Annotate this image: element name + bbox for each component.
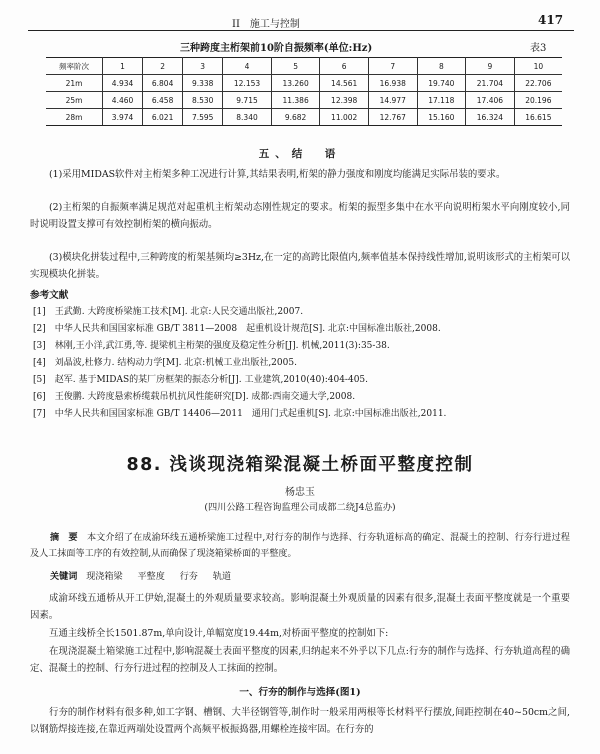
- keywords-label: 关键词: [50, 571, 78, 582]
- reference-item: [1] 王武勤. 大跨度桥梁施工技术[M]. 北京:人民交通出版社,2007.: [33, 307, 304, 317]
- table-cell: 17.406: [466, 92, 515, 109]
- table-row: [46, 75, 562, 92]
- table-title: 三种跨度主桁架前10阶自振频率(单位:Hz): [180, 43, 373, 54]
- abstract-label: 摘 要: [50, 532, 78, 543]
- table-cell: 6.021: [143, 109, 183, 126]
- table-header-row: [46, 58, 562, 75]
- article-affiliation: (四川公路工程咨询监理公司成都二绕J4总监办): [204, 502, 396, 513]
- reference-item: [3] 林刚,王小洋,武江勇,等. 提梁机主桁架的强度及稳定性分析[J]. 机械,2011(3):35-38.: [33, 341, 390, 351]
- conclusion-paragraph: (2)主桁架的自振频率满足规范对起重机主桁架动态刚性规定的要求。桁架的振型多集中在水平向说明桁架水平向刚度较小,同时说明设置支撑可有效控制桁架的横向振动。: [30, 202, 570, 230]
- conclusion-paragraph: (1)采用MIDAS软件对主桁架多种工况进行计算,其结果表明,桁架的静力强度和刚度均能满足实际吊装的要求。: [49, 169, 506, 180]
- table-cell: 6.458: [143, 92, 183, 109]
- table-header-cell: 7: [368, 58, 417, 75]
- table-row-label: 28m: [46, 109, 103, 126]
- header-rule: [28, 30, 574, 31]
- table-cell: 12.767: [368, 109, 417, 126]
- table-cell: 14.561: [320, 75, 369, 92]
- conclusion-heading: 五、结 语: [258, 148, 342, 160]
- table-header-cell: 5: [271, 58, 320, 75]
- table-cell: 3.974: [103, 109, 143, 126]
- table-cell: 8.340: [223, 109, 272, 126]
- table-cell: 16.615: [514, 109, 562, 126]
- table-header-cell: 6: [320, 58, 369, 75]
- table-header-cell: 10: [514, 58, 562, 75]
- table-cell: 22.706: [514, 75, 562, 92]
- body-paragraph: 成渝环线五通桥从开工伊始,混凝土的外观质量要求较高。影响混凝土外观质量的因素有很多,混凝土表面平整度就是一个重要因素。: [30, 593, 570, 621]
- table-cell: 20.196: [514, 92, 562, 109]
- conclusion-paragraph: (3)模块化拼装过程中,三种跨度的桁架基频均≥3Hz,在一定的高跨比限值内,频率值基本保持线性增加,说明该形式的主桁架可以实现模块化拼装。: [30, 252, 570, 280]
- table-cell: 14.977: [368, 92, 417, 109]
- table-corner-cell: 频率阶次: [46, 58, 103, 75]
- table-cell: 16.324: [466, 109, 515, 126]
- frequency-table: [46, 57, 562, 126]
- body-paragraph: 行夯的制作材料有很多种,如工字钢、槽钢、大半径钢管等,制作时一般采用两根等长材料平行摆放,间距控制在40~50cm之间,以钢筋焊接连接,在靠近两端处设置两个高频平板振捣器,用螺栓连接牢固。在行夯的: [30, 707, 570, 735]
- table-cell: 4.460: [103, 92, 143, 109]
- reference-item: [7] 中华人民共和国国家标准 GB/T 14406—2011 通用门式起重机[S]. 北京:中国标准出版社,2011.: [33, 409, 447, 419]
- table-cell: 11.002: [320, 109, 369, 126]
- keyword: 现浇箱梁: [86, 572, 123, 582]
- table-cell: 9.682: [271, 109, 320, 126]
- table-row: [46, 109, 562, 126]
- table-header-cell: 4: [223, 58, 272, 75]
- body-paragraph: 互通主线桥全长1501.87m,单向设计,单幅宽度19.44m,对桥面平整度的控制如下:: [49, 628, 389, 639]
- table-cell: 17.118: [417, 92, 466, 109]
- table-cell: 7.595: [183, 109, 223, 126]
- references-heading: 参考文献: [30, 290, 69, 301]
- table-number: 表3: [530, 43, 547, 54]
- reference-item: [4] 刘晶波,杜修力. 结构动力学[M]. 北京:机械工业出版社,2005.: [33, 358, 297, 368]
- article-author: 杨忠玉: [285, 487, 315, 498]
- table-cell: 6.804: [143, 75, 183, 92]
- section-subheading: 一、行夯的制作与选择(图1): [239, 687, 361, 698]
- keywords: [50, 569, 243, 582]
- table-cell: 19.740: [417, 75, 466, 92]
- table-cell: 9.338: [183, 75, 223, 92]
- table-header-cell: 9: [466, 58, 515, 75]
- reference-item: [6] 王俊鹏. 大跨度悬索桥缆载吊机抗风性能研究[D]. 成都:西南交通大学,2008.: [33, 392, 356, 402]
- table-header-cell: 2: [143, 58, 183, 75]
- table-header-cell: 8: [417, 58, 466, 75]
- table-cell: 8.530: [183, 92, 223, 109]
- table-cell: 9.715: [223, 92, 272, 109]
- keyword: 轨道: [212, 572, 232, 582]
- table-cell: 4.934: [103, 75, 143, 92]
- table-cell: 21.704: [466, 75, 515, 92]
- table-header-cell: 3: [183, 58, 223, 75]
- reference-item: [2] 中华人民共和国国家标准 GB/T 3811—2008 起重机设计规范[S]. 北京:中国标准出版社,2008.: [33, 324, 441, 334]
- abstract: [30, 530, 570, 562]
- article-title: 88. 浅谈现浇箱梁混凝土桥面平整度控制: [126, 455, 474, 475]
- table-cell: 11.386: [271, 92, 320, 109]
- table-cell: 15.160: [417, 109, 466, 126]
- table-row-label: 21m: [46, 75, 103, 92]
- page-number: 417: [538, 13, 564, 27]
- table-cell: 13.260: [271, 75, 320, 92]
- keyword: 平整度: [137, 572, 165, 582]
- table-header-cell: 1: [103, 58, 143, 75]
- table-cell: 12.398: [320, 92, 369, 109]
- running-header-section: II 施工与控制: [232, 19, 300, 30]
- keyword: 行夯: [179, 572, 198, 582]
- table-row-label: 25m: [46, 92, 103, 109]
- body-paragraph: 在现浇混凝土箱梁施工过程中,影响混凝土表面平整度的因素,归纳起来不外乎以下几点:行夯的制作与选择、行夯轨道高程的确定、混凝土的控制、行夯行进过程的控制及人工抹面的控制。: [30, 646, 570, 674]
- table-cell: 16.938: [368, 75, 417, 92]
- reference-item: [5] 赵军. 基于MIDAS的某厂房框架的振态分析[J]. 工业建筑,2010(40):404-405.: [33, 375, 369, 385]
- table-row: [46, 92, 562, 109]
- abstract-text: 本文介绍了在成渝环线五通桥梁施工过程中,对行夯的制作与选择、行夯轨道标高的确定、混凝土的控制、行夯行进过程及人工抹面等工序的有效控制,从而确保了现浇箱梁桥面的平整度。: [30, 533, 570, 559]
- table-cell: 12.153: [223, 75, 272, 92]
